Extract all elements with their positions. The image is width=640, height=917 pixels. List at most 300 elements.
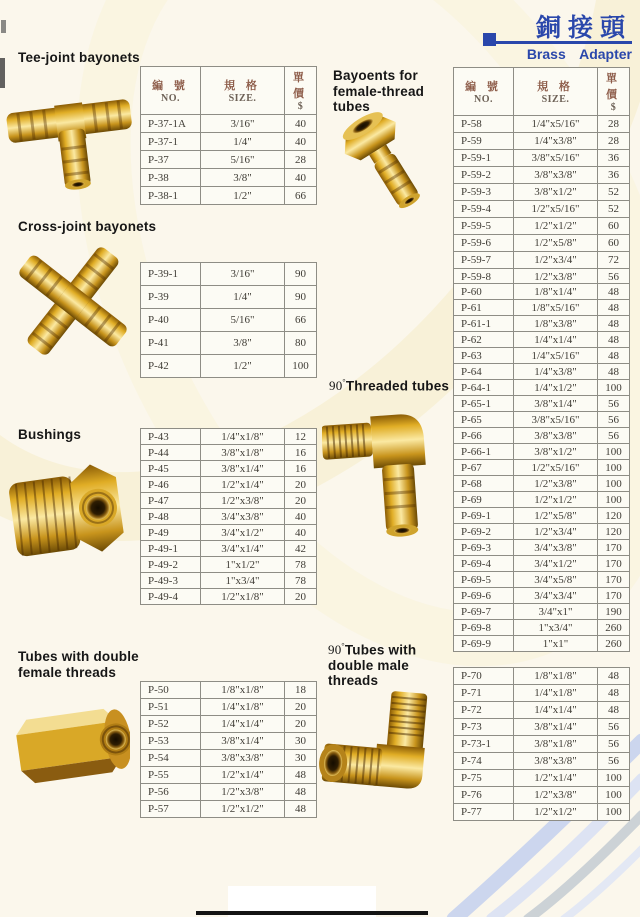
cell-no: P-67	[454, 460, 514, 476]
cell-size: 1/4"x1/2"	[514, 380, 598, 396]
cell-size: 1/2"x5/8"	[514, 508, 598, 524]
cell-no: P-69-3	[454, 540, 514, 556]
cell-size: 3/8"x3/8"	[201, 750, 285, 767]
cell-size: 1/2"x3/4"	[514, 524, 598, 540]
table-row	[141, 784, 317, 801]
table-row	[454, 787, 630, 804]
table-row	[141, 557, 317, 573]
cell-price: 48	[598, 348, 630, 364]
cell-size: 1/2"x3/8"	[514, 269, 598, 286]
cell-no: P-44	[141, 445, 201, 461]
cell-no: P-61-1	[454, 316, 514, 332]
table-row	[454, 364, 630, 380]
table-row	[141, 801, 317, 818]
cell-price: 40	[285, 133, 317, 151]
cell-price: 36	[598, 167, 630, 184]
cell-price: 48	[598, 702, 630, 719]
cell-no: P-38-1	[141, 187, 201, 205]
title-accent-square	[483, 33, 496, 46]
cell-no: P-53	[141, 733, 201, 750]
cell-size: 1/4"x3/8"	[514, 133, 598, 150]
cell-no: P-38	[141, 169, 201, 187]
cell-size: 1/4"x1/8"	[201, 699, 285, 716]
cell-price: 100	[598, 770, 630, 787]
table-row	[141, 477, 317, 493]
cell-size: 3/8"	[201, 332, 285, 355]
section-title-cross-joint: Cross-joint bayonets	[18, 219, 157, 234]
cell-size: 1/2"x1/8"	[201, 589, 285, 605]
header-price: 單 價 $	[598, 68, 630, 116]
cell-size: 1/2"x1/4"	[514, 770, 598, 787]
cell-no: P-64	[454, 364, 514, 380]
cell-size: 1/2"x3/8"	[514, 787, 598, 804]
cell-no: P-51	[141, 699, 201, 716]
cell-no: P-59-4	[454, 201, 514, 218]
cell-price: 100	[598, 492, 630, 508]
table-row	[141, 716, 317, 733]
table-row	[454, 380, 630, 396]
table-row	[141, 493, 317, 509]
cell-size: 3/4"x1/2"	[514, 556, 598, 572]
cell-price: 100	[598, 444, 630, 460]
cell-no: P-39	[141, 286, 201, 309]
table-row	[454, 588, 630, 604]
cell-price: 20	[285, 716, 317, 733]
cell-no: P-48	[141, 509, 201, 525]
threaded-tubes-table	[453, 283, 630, 652]
table-row	[454, 412, 630, 428]
hex-coupling-image	[8, 686, 130, 802]
cell-price: 100	[598, 460, 630, 476]
cell-no: P-55	[141, 767, 201, 784]
cell-size: 3/4"x1/2"	[201, 525, 285, 541]
cell-size: 1/2"x3/8"	[201, 784, 285, 801]
table-row	[141, 509, 317, 525]
table-row	[141, 286, 317, 309]
cell-no: P-59	[454, 133, 514, 150]
cell-price: 78	[285, 557, 317, 573]
cell-price: 20	[285, 699, 317, 716]
cell-no: P-65-1	[454, 396, 514, 412]
cell-price: 260	[598, 636, 630, 652]
cell-price: 40	[285, 525, 317, 541]
table-row	[454, 572, 630, 588]
cell-price: 80	[285, 332, 317, 355]
cell-size: 3/4"x3/8"	[514, 540, 598, 556]
table-row	[454, 444, 630, 460]
cell-no: P-74	[454, 753, 514, 770]
table-row	[454, 736, 630, 753]
cross-fitting-image	[10, 238, 136, 364]
table-row	[454, 668, 630, 685]
table-row	[454, 396, 630, 412]
table-row	[141, 151, 317, 169]
cell-no: P-59-2	[454, 167, 514, 184]
cell-no: P-59-5	[454, 218, 514, 235]
cell-price: 30	[285, 750, 317, 767]
cell-size: 1/2"x1/2"	[514, 218, 598, 235]
table-row	[141, 355, 317, 378]
cell-size: 1/2"x5/16"	[514, 460, 598, 476]
cell-price: 100	[598, 787, 630, 804]
cell-no: P-57	[141, 801, 201, 818]
cell-price: 56	[598, 269, 630, 286]
cell-size: 1/8"x3/8"	[514, 316, 598, 332]
cell-no: P-71	[454, 685, 514, 702]
cell-no: P-42	[141, 355, 201, 378]
table-row	[141, 767, 317, 784]
cell-price: 56	[598, 753, 630, 770]
header-size: 規 格 SIZE.	[201, 67, 285, 115]
table-row	[454, 300, 630, 316]
cell-no: P-49	[141, 525, 201, 541]
cell-price: 48	[598, 300, 630, 316]
table-row	[141, 332, 317, 355]
cell-size: 3/8"x1/2"	[514, 444, 598, 460]
cell-size: 3/8"x1/4"	[201, 461, 285, 477]
cell-price: 56	[598, 428, 630, 444]
cell-size: 1"x1"	[514, 636, 598, 652]
cell-price: 20	[285, 477, 317, 493]
table-row	[141, 133, 317, 151]
cell-size: 5/16"	[201, 309, 285, 332]
cell-no: P-52	[141, 716, 201, 733]
cell-price: 48	[285, 767, 317, 784]
cell-price: 52	[598, 184, 630, 201]
cell-price: 20	[285, 493, 317, 509]
header-no: 編 號 NO.	[454, 68, 514, 116]
cell-price: 120	[598, 508, 630, 524]
cell-price: 66	[285, 309, 317, 332]
cell-price: 18	[285, 682, 317, 699]
table-row	[141, 699, 317, 716]
cell-no: P-69-5	[454, 572, 514, 588]
cell-no: P-60	[454, 284, 514, 300]
cell-no: P-37-1A	[141, 115, 201, 133]
cell-size: 3/16"	[201, 115, 285, 133]
cell-size: 1/4"x1/4"	[201, 716, 285, 733]
table-row	[141, 589, 317, 605]
cell-size: 3/8"x3/8"	[514, 428, 598, 444]
cell-no: P-59-8	[454, 269, 514, 286]
table-row	[141, 429, 317, 445]
cell-size: 3/4"x1"	[514, 604, 598, 620]
cell-size: 1/2"x1/2"	[201, 801, 285, 818]
cell-price: 170	[598, 572, 630, 588]
cell-size: 1/2"x1/4"	[201, 477, 285, 493]
cell-no: P-54	[141, 750, 201, 767]
cell-price: 72	[598, 252, 630, 269]
female-bayonets-table	[453, 67, 630, 286]
cell-price: 56	[598, 736, 630, 753]
cell-price: 40	[285, 115, 317, 133]
cell-price: 28	[598, 133, 630, 150]
table-row	[141, 187, 317, 205]
cell-size: 1/4"x1/4"	[514, 702, 598, 719]
cell-price: 48	[598, 284, 630, 300]
bushing-image	[4, 450, 132, 570]
cell-price: 90	[285, 286, 317, 309]
cross-joint-table	[140, 262, 317, 378]
section-title-tee-joint: Tee-joint bayonets	[18, 50, 140, 65]
table-row	[141, 525, 317, 541]
section-title-double-male: 90°Tubes with double male threads	[328, 642, 417, 689]
tee-fitting-image	[4, 68, 136, 194]
cell-no: P-59-7	[454, 252, 514, 269]
table-row	[141, 733, 317, 750]
table-row	[454, 428, 630, 444]
cell-size: 1/4"	[201, 286, 285, 309]
table-row	[454, 150, 630, 167]
cell-no: P-56	[141, 784, 201, 801]
cell-price: 78	[285, 573, 317, 589]
cell-price: 48	[598, 364, 630, 380]
cell-size: 5/16"	[201, 151, 285, 169]
cell-no: P-63	[454, 348, 514, 364]
table-row	[454, 492, 630, 508]
bushings-table	[140, 428, 317, 605]
cell-price: 56	[598, 396, 630, 412]
cell-price: 28	[285, 151, 317, 169]
cell-size: 1/4"x1/4"	[514, 332, 598, 348]
section-title-bushings: Bushings	[18, 427, 82, 442]
table-row	[454, 770, 630, 787]
cell-price: 16	[285, 461, 317, 477]
cell-size: 3/8"x3/8"	[514, 167, 598, 184]
table-row	[454, 804, 630, 821]
cell-size: 3/8"x1/8"	[201, 445, 285, 461]
cell-size: 1/4"x1/8"	[201, 429, 285, 445]
cell-price: 66	[285, 187, 317, 205]
table-row	[141, 541, 317, 557]
table-row	[454, 252, 630, 269]
table-row	[454, 508, 630, 524]
cell-size: 1/2"	[201, 187, 285, 205]
cell-no: P-39-1	[141, 263, 201, 286]
cell-size: 1/8"x1/8"	[201, 682, 285, 699]
cell-size: 1/2"x1/2"	[514, 804, 598, 821]
cell-no: P-49-4	[141, 589, 201, 605]
table-row	[454, 702, 630, 719]
cell-no: P-73-1	[454, 736, 514, 753]
section-title-double-female: Tubes with double female threads	[18, 649, 139, 680]
header-price: 單 價 $	[285, 67, 317, 115]
cell-size: 3/4"x3/4"	[514, 588, 598, 604]
cell-price: 48	[285, 801, 317, 818]
cell-no: P-75	[454, 770, 514, 787]
cell-size: 3/16"	[201, 263, 285, 286]
cell-no: P-69-6	[454, 588, 514, 604]
cell-price: 40	[285, 169, 317, 187]
section-title-threaded-tubes: 90°Threaded tubes	[329, 378, 450, 394]
table-row	[454, 332, 630, 348]
cell-price: 90	[285, 263, 317, 286]
cell-no: P-76	[454, 787, 514, 804]
cell-price: 100	[598, 804, 630, 821]
cell-size: 3/8"	[201, 169, 285, 187]
table-row	[141, 750, 317, 767]
cell-price: 48	[598, 316, 630, 332]
cell-size: 1/2"x5/16"	[514, 201, 598, 218]
cell-size: 3/8"x1/4"	[514, 719, 598, 736]
cell-price: 170	[598, 556, 630, 572]
cell-price: 28	[598, 116, 630, 133]
cell-size: 3/8"x1/2"	[514, 184, 598, 201]
female-bayonet-image	[336, 102, 432, 218]
cell-price: 40	[285, 509, 317, 525]
cell-price: 260	[598, 620, 630, 636]
cell-price: 30	[285, 733, 317, 750]
table-row	[454, 540, 630, 556]
cell-no: P-59-6	[454, 235, 514, 252]
cell-no: P-61	[454, 300, 514, 316]
cell-size: 3/8"x5/16"	[514, 412, 598, 428]
cell-price: 36	[598, 150, 630, 167]
threaded-elbow-image	[322, 394, 436, 546]
cell-no: P-40	[141, 309, 201, 332]
cell-price: 12	[285, 429, 317, 445]
cell-price: 48	[285, 784, 317, 801]
table-header-row	[454, 68, 630, 116]
double-male-table	[453, 667, 630, 821]
double-female-table	[140, 681, 317, 818]
cell-price: 56	[598, 412, 630, 428]
cell-size: 1/4"x5/16"	[514, 116, 598, 133]
cell-size: 1"x3/4"	[514, 620, 598, 636]
cell-price: 42	[285, 541, 317, 557]
cell-size: 3/8"x1/8"	[514, 736, 598, 753]
page-title-english: Brass Adapter	[526, 46, 632, 62]
cell-size: 1/8"x1/4"	[514, 284, 598, 300]
cell-price: 170	[598, 588, 630, 604]
table-row	[454, 460, 630, 476]
table-row	[454, 476, 630, 492]
cell-no: P-47	[141, 493, 201, 509]
table-row	[454, 218, 630, 235]
table-row	[454, 556, 630, 572]
cell-size: 1/2"	[201, 355, 285, 378]
table-row	[454, 235, 630, 252]
table-header-row	[141, 67, 317, 115]
cell-no: P-49-3	[141, 573, 201, 589]
cell-size: 3/8"x5/16"	[514, 150, 598, 167]
cell-size: 1/4"	[201, 133, 285, 151]
cell-size: 1/4"x5/16"	[514, 348, 598, 364]
table-row	[141, 573, 317, 589]
cell-no: P-49-1	[141, 541, 201, 557]
cell-size: 1/2"x1/4"	[201, 767, 285, 784]
cell-no: P-69	[454, 492, 514, 508]
table-row	[454, 201, 630, 218]
table-row	[141, 169, 317, 187]
cell-no: P-37	[141, 151, 201, 169]
tee-joint-table	[140, 66, 317, 205]
cell-no: P-62	[454, 332, 514, 348]
cell-size: 1/2"x3/8"	[201, 493, 285, 509]
table-row	[141, 263, 317, 286]
table-row	[454, 167, 630, 184]
cell-price: 120	[598, 524, 630, 540]
cell-size: 1"x3/4"	[201, 573, 285, 589]
cell-size: 1/4"x1/8"	[514, 685, 598, 702]
cell-size: 1/2"x3/4"	[514, 252, 598, 269]
cell-size: 1/2"x3/8"	[514, 476, 598, 492]
cell-no: P-69-7	[454, 604, 514, 620]
table-row	[454, 316, 630, 332]
cell-no: P-69-2	[454, 524, 514, 540]
table-row	[454, 604, 630, 620]
cell-price: 100	[598, 380, 630, 396]
table-row	[141, 309, 317, 332]
cell-no: P-49-2	[141, 557, 201, 573]
cell-size: 1/2"x5/8"	[514, 235, 598, 252]
table-row	[454, 685, 630, 702]
cell-price: 52	[598, 201, 630, 218]
cell-no: P-64-1	[454, 380, 514, 396]
cell-price: 60	[598, 218, 630, 235]
cell-no: P-37-1	[141, 133, 201, 151]
table-row	[454, 719, 630, 736]
cell-size: 1/2"x1/2"	[514, 492, 598, 508]
cell-no: P-68	[454, 476, 514, 492]
cell-no: P-50	[141, 682, 201, 699]
table-row	[454, 524, 630, 540]
cell-no: P-77	[454, 804, 514, 821]
double-male-elbow-image	[318, 682, 440, 828]
header-size: 規 格 SIZE.	[514, 68, 598, 116]
cell-price: 100	[285, 355, 317, 378]
table-row	[454, 116, 630, 133]
header-no: 編 號 NO.	[141, 67, 201, 115]
cell-size: 1"x1/2"	[201, 557, 285, 573]
cell-no: P-65	[454, 412, 514, 428]
cell-no: P-43	[141, 429, 201, 445]
table-row	[454, 636, 630, 652]
cell-no: P-73	[454, 719, 514, 736]
cell-price: 100	[598, 476, 630, 492]
table-row	[454, 620, 630, 636]
cell-price: 48	[598, 332, 630, 348]
cell-size: 3/8"x3/8"	[514, 753, 598, 770]
table-row	[454, 753, 630, 770]
cell-size: 3/4"x5/8"	[514, 572, 598, 588]
table-row	[454, 348, 630, 364]
cell-no: P-69-1	[454, 508, 514, 524]
table-row	[141, 445, 317, 461]
cell-no: P-69-8	[454, 620, 514, 636]
cell-size: 3/8"x1/4"	[514, 396, 598, 412]
cell-size: 1/8"x1/8"	[514, 668, 598, 685]
cell-price: 16	[285, 445, 317, 461]
page-title-chinese: 銅接頭	[535, 14, 632, 42]
cell-no: P-69-4	[454, 556, 514, 572]
cell-price: 48	[598, 685, 630, 702]
cell-no: P-41	[141, 332, 201, 355]
cell-no: P-58	[454, 116, 514, 133]
cell-no: P-69-9	[454, 636, 514, 652]
cell-price: 48	[598, 668, 630, 685]
cell-price: 60	[598, 235, 630, 252]
table-row	[141, 461, 317, 477]
bottom-registration-line	[196, 911, 428, 915]
scan-artifact	[1, 20, 6, 33]
table-row	[454, 184, 630, 201]
cell-size: 3/4"x1/4"	[201, 541, 285, 557]
cell-size: 1/4"x3/8"	[514, 364, 598, 380]
table-row	[141, 115, 317, 133]
cell-no: P-66	[454, 428, 514, 444]
cell-no: P-45	[141, 461, 201, 477]
